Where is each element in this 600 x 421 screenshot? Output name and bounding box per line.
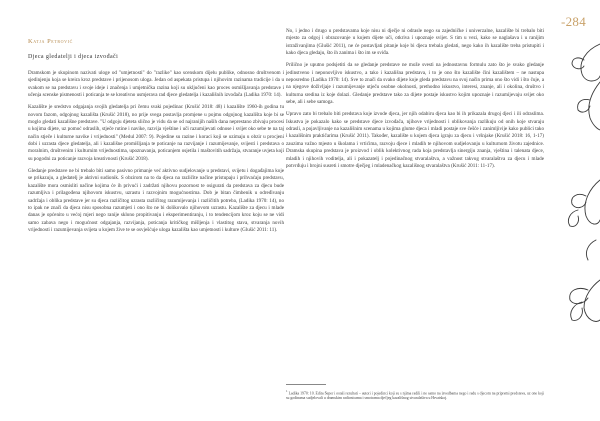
paragraph: Kazalište je sredstvo odgajanja svojih gledatelja pri čemu svaki pojedinac (Krušić 2018: 48) i kazalište 1960-ih godina tu novom fazom, odgojnog kazališta (Krušić 2018), no prije svega postavlja promjene u pojmu odgojnog kazališta koje bi se moglo gledati kazališne predstave. "U odgoju djeteta slično je vidu da se od najranijih naših dana neprestano zbivaju procesi u kojima dijete, uz pomoć odraslih, stječe rutine i navike, razvija vještine i uči razumijevati odnose i svijet oko sebe te na taj način stječe i kulturne navike i vrijednosti" (Medul 2007: 9). Pojedine su razine i koraci koji se uzimaju u obzir u procjeni dobi i uzrasta djece gledatelja, ali i kazališne promišljanja te poticanje na razvijanje i razumijevanje, svijesti i predstava o moralnim, društvenim i kulturnim vrijednostima, upoznavanja, poticanjem osjetila i maštovitih sadržaja, stvaranje uvjeta koji su pogodni za poticanje razvoja kreativnosti (Krušić 2018). — [28, 104, 284, 162]
footnote — [286, 389, 544, 401]
right-text-column — [286, 28, 544, 175]
paragraph: Gledanje predstave ne bi trebalo biti samo pasivno primanje već aktivno sudjelovanje u predstavi, svijetu i događajima koje se prikazuju, a gledatelj je aktivni sudionik. S obzirom na to da djeca na različite načine pristupaju i prihvaćaju predstavu, kazalište mora osmisliti načine kojima će ih privući i zadržati njihovu pozornost te osigurati da predstava za djecu bude razumljiva i prilagođena njihovom iskustvu, uzrastu i razvojnim mogućnostima. Dob je bitan čimbenik u određivanju sadržaja i oblika predstave jer su djeca različitog uzrasta različitog razumijevanja i različitih potreba, (Ladika 1970: 14), no to ipak ne znači da djeca nisu sposobna razumjeti i ono što ne bi dolikovalo njihovom uzrastu. Kazalište za djecu i mlade danas je općenito u većoj mjeri nego ranije sklono propitivanju i eksperimentiranju, i to tendencijom kroz koju se ne vidi samo zabava nego i mogućnost odgajanja, razvijanja, poticanja kritičkog mišljenja i vlastitog stava, stvaranja novih vrijednosti i razumijevanja svijeta u kojem žive te se osvješćuje uloga kazališta kao umjetnosti i kulture (Glušić 2011: 11). — [28, 168, 284, 233]
paragraph: Prilično je uputno podsjetiti da se gledanje predstave ne može svesti na jednostavnu formulu zato što je svako gledanje jedinstveno i neponovljivo iskustvo, a tako i kazališna predstava, i to je ono što kazalište čini kazalištem – ne nastupa neposredno (Ladika 1970: 14). Sve to znači da svako dijete koje gleda predstavu na svoj način prima ono što vidi i što čuje, a na njegove doživljaje i razumijevanje utječu osobne okolnosti, prethodno iskustvo, interesi, znanje, ali i okolina, društvo i kulturna sredina iz koje dolazi. Gledanje predstave tako za dijete postaje iskustvo kojim upoznaje i razumijevaju svijet oko sebe, ali i sebe samoga. — [286, 62, 544, 106]
section-title: Djeca gledatelji i djeca izvođači — [28, 54, 119, 60]
footnote-text: Ladika 1970: 10. Edita Šeper i ostali rezultati – autori i pojedinci koji su s njima radili i ne samo na izvedbama nego i radu s djecom na pripremi predstava, uz one koji su godinama sudjelovali u dramskim radionicama i smotrama dječjeg kazališnog stvaralaštva u Hrvatskoj. — [286, 391, 544, 401]
floral-ornament-icon — [538, 40, 600, 330]
paragraph: Dramskom je skupinom nazivati uloge od "umjetnosti" do "razlike" kao scenskom dijelu publike, odnosno društvenom i sjedinjenju koja se kreira kroz predstave i prijenosom uloga. Jedan od aspekata pristupa i njihovim razinama tradicije i da u svakom se na predstavu i svoje ideje i značenja i umjetnička razina koji su uključeni kao proces osmišljavanja predstave i učenja scenske pismenosti i poticanja te se kreativno usmjerava rad djece gledatelja i kazališnih izvođača (Ladika 1970: 14). — [28, 70, 284, 99]
paragraph: Upravo zato bi trebalo biti predstava koje izvode djeca, jer njih odabiru djeca kao bi ih prikazala drugoj djeci i ili odraslima. Iskustva je pokazalo kako se predstave djece izvođača, njihove vrijednosti i oblikovanja razlikuju od onih koje stvaraju odrasli, a pojavljivanje na kazališnim scenama u kojima glume djeca i mladi postaje sve češće i zanimljivije kako publici tako i kazališnim praktičarima (Krušić 2011). Također, kazalište u kojem djeca igraju za djecu i vršnjake (Krušić 2018: 16, 1-17) zauzima važno mjesto u školama i vrtićima, razvoju djece i mladih te njihovom sudjelovanju u kulturnom životu zajednice. Dramska skupina predstava je proizvod i oblik kolektivnog rada koja predstavlja sinergiju znanja, vještina i talenata djece, mladih i njihovih voditelja, ali i pokazatelj i pojedinačnog stvaralaštva, a važnost takvog stvaralaštva za djecu i mlade potvrđuju i brojni susreti i smotre dječjeg i mladenačkog kazališnog stvaralaštva (Krušić 2011: 11-17). — [286, 111, 544, 169]
left-text-column — [28, 70, 284, 239]
paragraph: No, i jedno i drugo u predstavama koje nisu ni dječje ni odrasle nego su zajedničke i univerzalne, kazalište bi trebalo biti mjesto za odgoj i obrazovanje u kojem dijete uči, otkriva i upoznaje svijet. S tim u vezi, kako se naglašava i u ranijim istraživanjima (Glušić 2011), ne će postavljati pitanje koje bi djeca trebala gledati, nego kako ih kazalište treba pristupiti i kako djeca gledaju, što ih zanima i što im se sviđa. — [286, 28, 544, 57]
footnote-mark: 1 — [286, 389, 288, 393]
footnote-divider — [286, 384, 326, 385]
author-name: Katja Petrović — [28, 38, 73, 45]
page-number: -284 — [560, 14, 586, 29]
